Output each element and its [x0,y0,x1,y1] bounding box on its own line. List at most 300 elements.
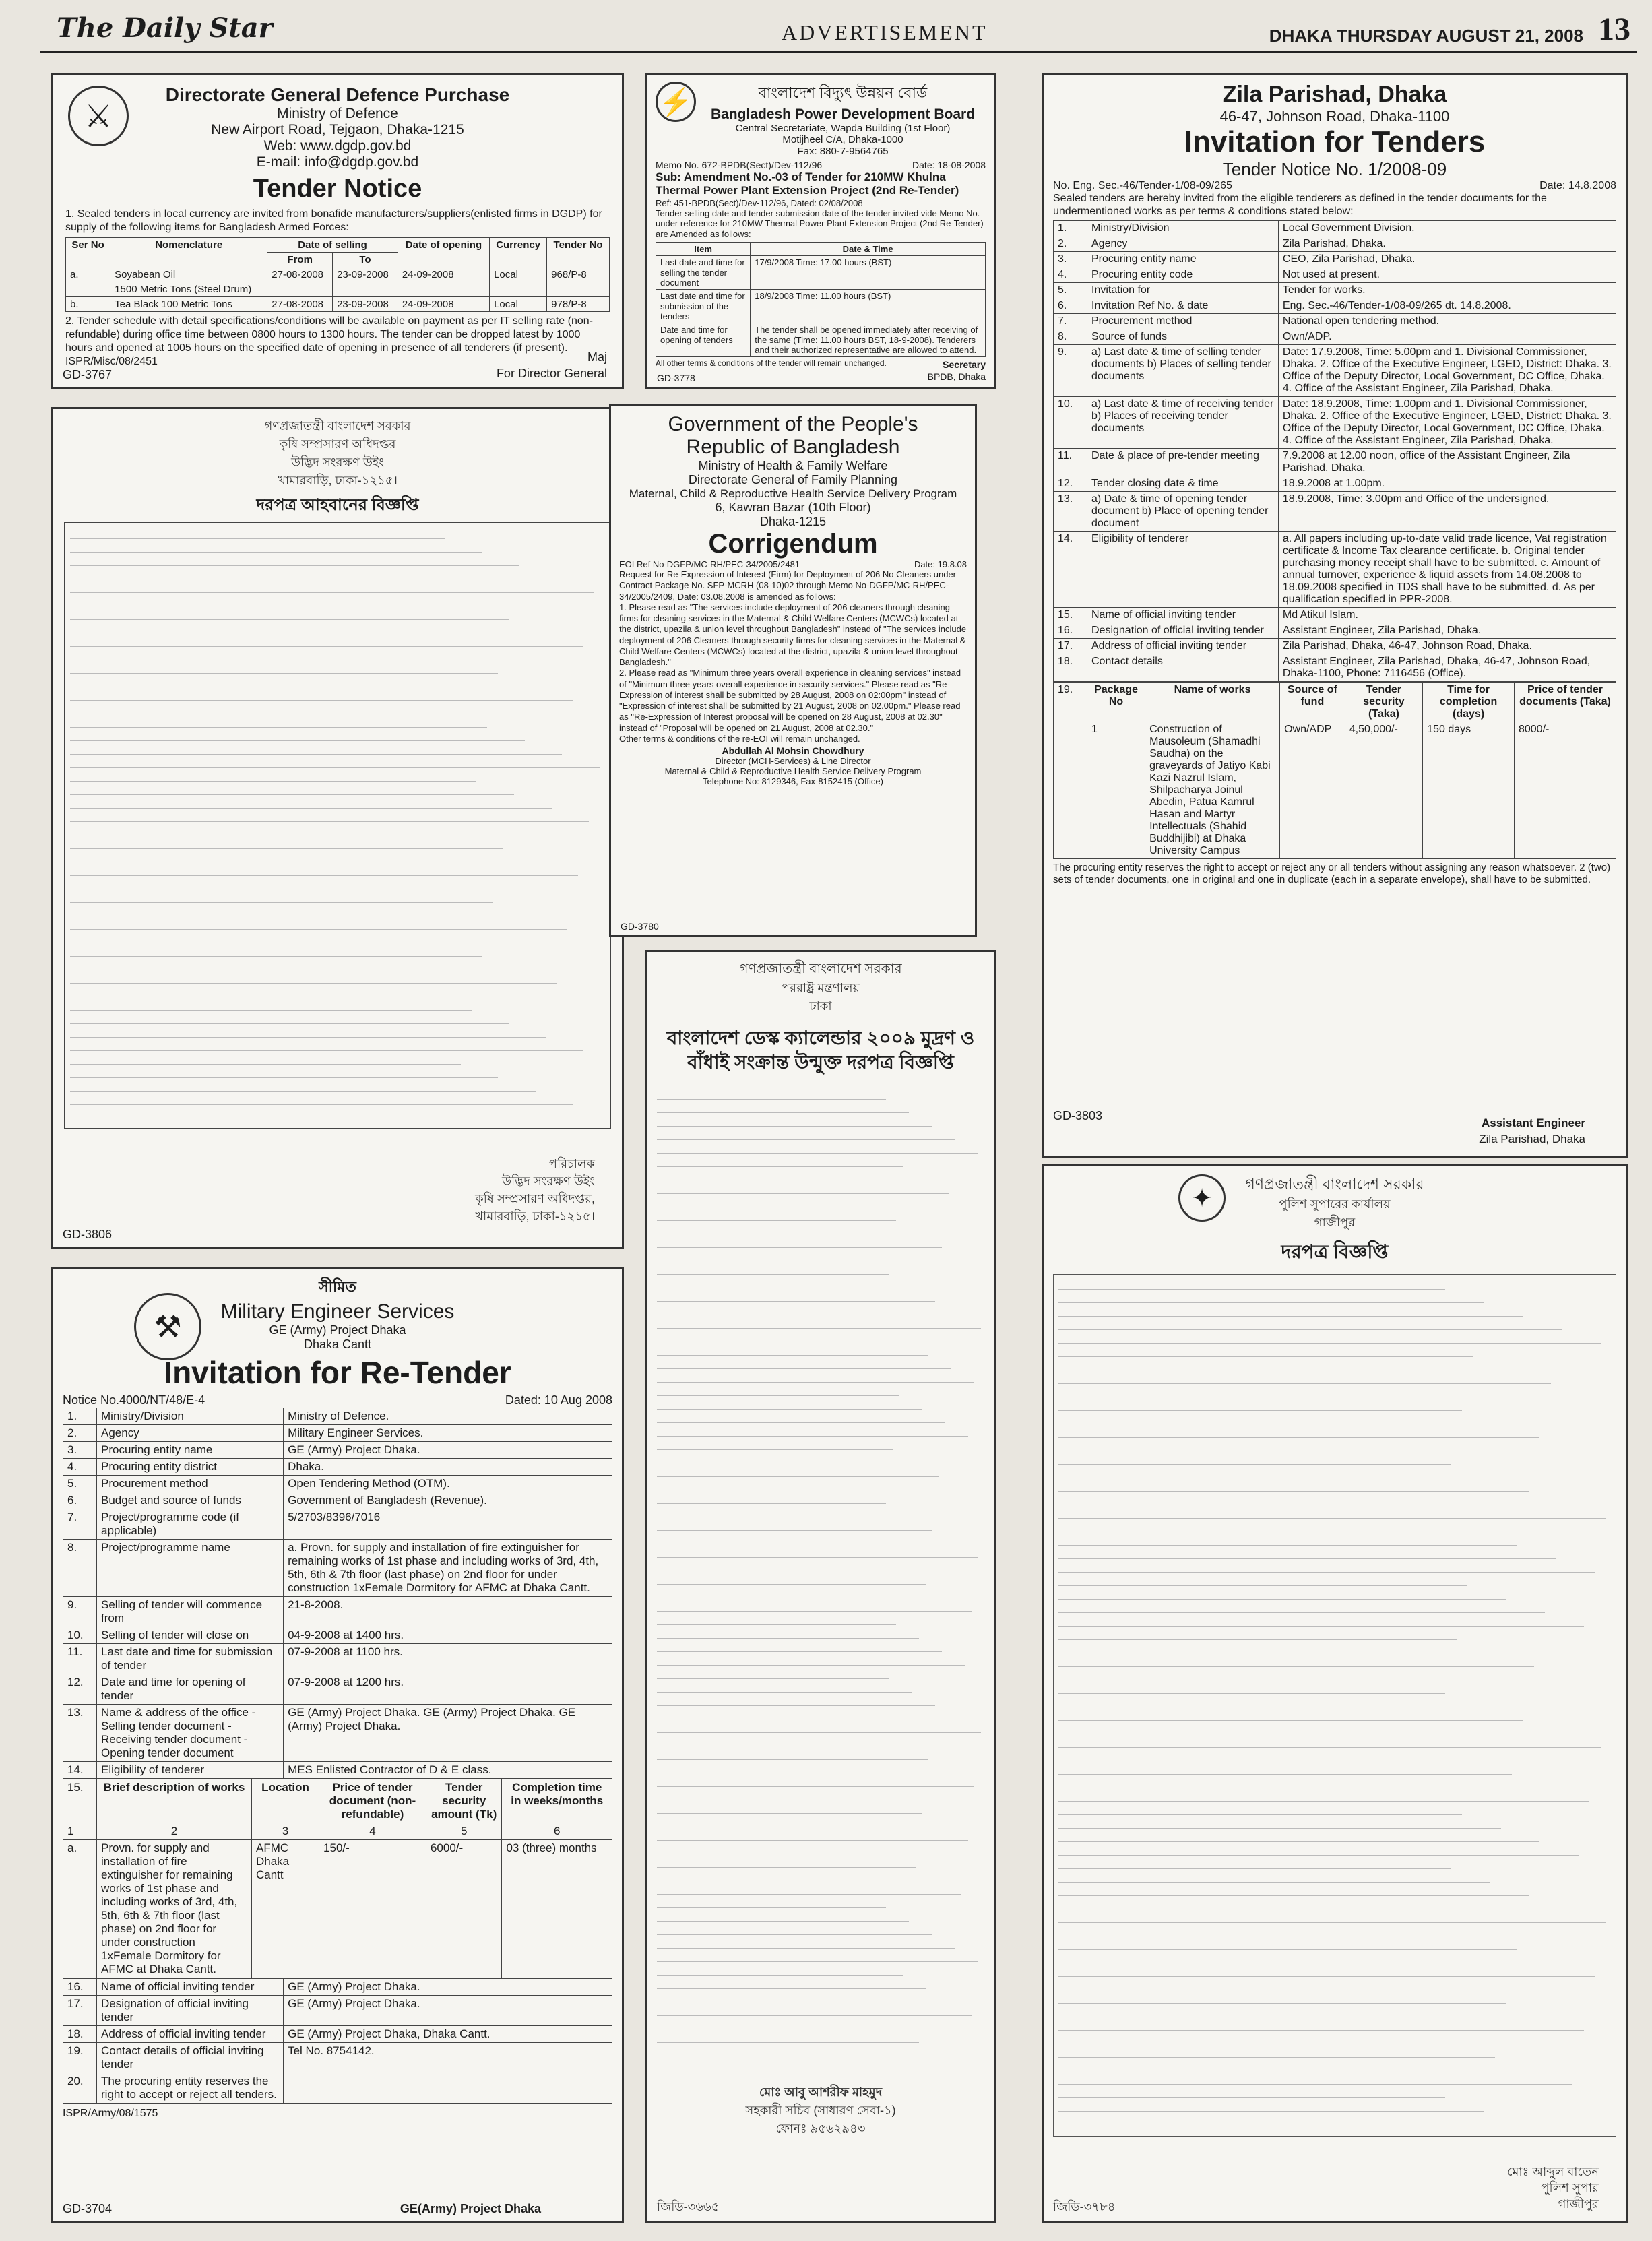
bpdb-emblem-icon: ⚡ [656,82,696,122]
table-cell: Agency [97,1425,284,1442]
table-cell: 4. [63,1459,97,1476]
text-line [70,759,600,768]
gopb-sign: Abdullah Al Mohsin Chowdhury [722,745,864,756]
table-cell: 10. [63,1627,97,1644]
table-cell: Provn. for supply and installation of fire extinguisher for remaining works of 1st phase and including works of 3rd, 4th, 5th, 6th & 7th floor (last phase) on 2nd floor for under construction 1xFemale Dormitory for AFMC at Dhaka Cantt. [97,1840,252,1978]
bpdb-title-bn: বাংলাদেশ বিদ্যুৎ উন্নয়ন বোর্ড [758,84,928,101]
mes-tag: সীমিত [319,1278,356,1295]
text-line [657,1252,965,1261]
table-cell: Government of Bangladesh (Revenue). [284,1492,612,1509]
table-row [66,282,610,297]
gopb-heading: Corrigendum [708,529,878,559]
mes-emblem-icon: ⚒ [134,1293,201,1360]
text-line [1058,1806,1462,1815]
bpdb-ref: Ref: 451-BPDB(Sect)/Dev-112/96, Dated: 02/08/2008 [656,197,863,208]
gd-number: GD-3806 [63,1228,113,1241]
table-cell: 978/P-8 [547,297,610,312]
text-line [657,1697,935,1706]
text-line [1058,1280,1445,1290]
table-cell: AFMC Dhaka Cantt [252,1840,319,1978]
text-line [657,1939,955,1949]
gd-number: GD-3803 [1053,1109,1103,1123]
text-line [657,1117,932,1127]
text-line [1058,2035,1457,2044]
text-line [1058,1900,1567,1909]
text-line [657,1872,939,1881]
gopb-dir: Directorate General of Family Planning [688,473,898,486]
text-line [657,1629,919,1639]
table-cell: 27-08-2008 [267,267,333,282]
table-cell: GE (Army) Project Dhaka, Dhaka Cantt. [284,2026,612,2043]
table-cell: 9. [1054,345,1087,397]
table-row [1054,654,1616,682]
table-cell: 7.9.2008 at 12.00 noon, office of the Assistant Engineer, Zila Parishad, Dhaka. [1278,449,1616,476]
text-line [657,1225,919,1234]
text-line [657,1494,886,1504]
table-cell: a. All papers including up-to-date valid trade licence, Vat registration certificate & Income Tax clearance certificate. b. Original tender purchasing money receipt shall have to be submitted. c. Amount of annual turnover, experience & liquid assets from 14.08.2008 to 18.09.2008 specified in TDS shall have to be submitted. d. As per qualification specified in PPR-2008. [1278,532,1616,608]
gopb-corrigendum [609,404,977,937]
gopb-sign4: Telephone No: 8129346, Fax-8152415 (Office) [703,776,883,786]
text-line [657,1899,886,1908]
table-row [1054,267,1616,283]
table-cell: 24-09-2008 [398,297,489,312]
text-line [657,1656,965,1666]
table-cell: a) Last date & time of selling tender documents b) Places of selling tender documents [1087,345,1279,397]
table-row [1054,252,1616,267]
table-row [63,1996,612,2026]
bangla1-sign: পরিচালক [548,1157,595,1170]
text-line [657,1521,932,1531]
table-cell: 8. [63,1540,97,1597]
zila-intro: Sealed tenders are hereby invited from the eligible tenderers as defined in the tender documents for the undermentioned works as per terms & conditions stated below: [1053,193,1547,218]
table-cell: 18.9.2008 at 1.00pm. [1278,476,1616,492]
table-cell: 24-09-2008 [398,267,489,282]
zila-addr: 46-47, Johnson Road, Dhaka-1100 [1219,108,1450,125]
table-cell: 14. [1054,532,1087,608]
bangla1-sign2: উদ্ভিদ সংরক্ষণ উইং [501,1174,595,1188]
dgdp-tender-notice [51,73,624,389]
text-line [657,1185,949,1194]
text-line [1058,1779,1551,1788]
table-cell: Name of official inviting tender [97,1979,284,1996]
table-cell: 17. [1054,639,1087,654]
mes-notice: Notice No.4000/NT/48/E-4 [63,1393,205,1407]
table-cell: 27-08-2008 [267,297,333,312]
table-cell: 968/P-8 [547,267,610,282]
text-line [70,745,562,755]
police-head1: গণপ্রজাতন্ত্রী বাংলাদেশ সরকার [1245,1176,1424,1193]
gopb-addr2: Dhaka-1215 [759,515,827,528]
table-cell: 16. [63,1979,97,1996]
text-line [1058,1577,1467,1586]
bpdb-title: Bangladesh Power Development Board [710,106,976,122]
table-cell: 2. [63,1425,97,1442]
bpdb-addr2: Motijheel C/A, Dhaka-1000 [782,134,903,146]
table-cell: Contact details [1087,654,1279,682]
bangla1-head4: খামারবাড়ি, ঢাকা-১২১৫। [278,474,398,487]
text-line [70,543,482,553]
text-line [1058,1981,1467,1990]
table-cell: 07-9-2008 at 1100 hrs. [284,1644,612,1674]
text-line [70,678,536,687]
table-row [63,1442,612,1459]
text-line [657,1602,972,1612]
text-line [657,1710,958,1719]
text-line [657,1467,939,1477]
text-line [1058,1509,1606,1519]
desk-sign: মোঃ আবু আশরীফ মাহমুদ [759,2085,883,2099]
text-line [1058,2075,1572,2085]
table-row [1054,236,1616,252]
text-line [70,772,476,782]
text-line [70,664,498,674]
text-line [657,1265,889,1275]
bangla1-head1: গণপ্রজাতন্ত্রী বাংলাদেশ সরকার [264,419,411,433]
text-line [70,530,445,539]
zila-package-table [1053,682,1616,859]
text-line [1058,1954,1556,1963]
mes-sub2: Dhaka Cantt [303,1337,372,1351]
table-row [63,1476,612,1492]
text-line [657,1683,912,1693]
mes-heading: Invitation for Re-Tender [164,1355,511,1390]
table-cell: Not used at present. [1278,267,1616,283]
mes-retender [51,1267,624,2223]
text-line [1058,2062,1534,2071]
text-line [70,840,503,849]
text-line [70,624,546,633]
table-row [1054,722,1616,859]
text-line [70,1001,472,1011]
text-line [1058,1415,1501,1424]
table-row [66,267,610,282]
table-cell: Procuring entity district [97,1459,284,1476]
text-line [657,1777,974,1787]
text-line [70,826,466,835]
text-line [657,1508,909,1517]
text-line [1058,1590,1506,1600]
police-head2: পুলিশ সুপারের কার্যালয় [1279,1197,1391,1211]
table-row [63,1425,612,1442]
zila-date: Date: 14.8.2008 [1539,180,1616,191]
table-cell: 03 (three) months [502,1840,612,1978]
text-line [657,1104,909,1113]
table-row [1054,623,1616,639]
table-cell: 6. [63,1492,97,1509]
text-line [70,786,514,795]
table-cell: GE (Army) Project Dhaka. [284,1979,612,1996]
table-header: Nomenclature [110,238,267,267]
text-line [1058,1388,1589,1397]
table-cell: a. [66,267,110,282]
table-cell: Local Government Division. [1278,221,1616,236]
table-header: Location [252,1779,319,1823]
table-cell: Eng. Sec.-46/Tender-1/08-09/265 dt. 14.8.2008. [1278,298,1616,314]
bangla1-sign4: খামারবাড়ি, ঢাকা-১২১৫। [475,1209,595,1223]
newspaper-name: The Daily Star [57,12,273,44]
text-line [70,880,455,889]
table-row [1054,345,1616,397]
text-line [70,893,493,903]
zila-sign: Assistant Engineer [1482,1116,1585,1129]
table-cell: 4,50,000/- [1345,722,1422,859]
table-cell: Procurement method [1087,314,1279,329]
table-cell: 1. [1054,221,1087,236]
table-cell: 5 [426,1823,502,1840]
text-line [1058,1940,1517,1950]
text-line [70,1082,536,1092]
text-line [70,718,487,728]
text-line [70,974,557,984]
table-cell [267,282,333,297]
text-line [1058,2089,1445,2098]
table-header: Tender security amount (Tk) [426,1779,502,1823]
table-cell: 16. [1054,623,1087,639]
gopb-p3: Other terms & conditions of the re-EOI will remain unchanged. [619,733,860,744]
text-line [657,1885,961,1895]
text-line [657,1737,906,1746]
table-header: Name of works [1145,683,1280,722]
table-cell: 04-9-2008 at 1400 hrs. [284,1627,612,1644]
text-line [657,1562,903,1571]
gopb-title1: Government of the People's [668,413,918,435]
table-cell [66,282,110,297]
gd-number: GD-3767 [63,368,113,381]
table-cell: Address of official inviting tender [1087,639,1279,654]
text-line [1058,1846,1579,1856]
text-line [657,1926,932,1935]
text-line [657,1966,903,1976]
table-header: Time for completion (days) [1423,683,1515,722]
zila-parishad-tender [1042,73,1628,1158]
mes-title: Military Engineer Services [220,1300,455,1323]
table-cell: The procuring entity reserves the right to accept or reject all tenders. [97,2073,284,2104]
section-label: ADVERTISEMENT [782,20,988,44]
zila-terms-table [1053,220,1616,682]
bangla1-title: দরপত্র আহবানের বিজ্ঞপ্তি [256,496,419,514]
text-line [1058,2008,1545,2017]
table-row [63,1540,612,1597]
text-line [70,705,450,714]
text-line [1058,1711,1523,1721]
text-line [70,947,482,957]
text-line [657,2033,919,2043]
table-cell: Local [490,267,547,282]
text-line [1058,1967,1595,1977]
text-line [657,1575,926,1585]
table-cell [547,282,610,297]
dgdp-sign: Maj [587,350,607,364]
text-line [70,799,552,809]
table-header: Source of fund [1280,683,1345,722]
table-cell: 5/2703/8396/7016 [284,1509,612,1540]
table-cell: Last date and time for submission of tender [97,1644,284,1674]
table-cell: 18/9/2008 Time: 11.00 hours (BST) [751,289,986,323]
bpdb-addr1: Central Secretariate, Wapda Building (1st Floor) [735,123,951,134]
table-cell: Last date and time for submission of the tenders [656,289,751,323]
text-line [70,1042,583,1051]
text-line [1058,1294,1484,1303]
table-cell: 6000/- [426,1840,502,1978]
table-cell: a) Last date & time of receiving tender b) Places of receiving tender documents [1087,397,1279,449]
text-line [657,1548,978,1558]
table-cell: Last date and time for selling the tender document [656,255,751,289]
table-cell: 19. [1054,683,1087,859]
text-line [1058,1455,1451,1465]
table-row [63,1674,612,1705]
dgdp-ministry: Ministry of Defence [277,106,398,121]
dgdp-emblem-icon: ⚔ [68,86,129,146]
table-cell: Ministry/Division [97,1408,284,1425]
table-header: Package No [1087,683,1145,722]
table-cell: Soyabean Oil [110,267,267,282]
text-line [657,1211,896,1221]
table-cell: GE (Army) Project Dhaka. [284,1442,612,1459]
table-cell: Military Engineer Services. [284,1425,612,1442]
text-line [657,1090,886,1100]
text-line [70,1096,573,1105]
text-line [657,1198,972,1207]
table-cell: 23-09-2008 [333,297,398,312]
text-line [1058,1631,1457,1640]
gopb-date: Date: 19.8.08 [914,559,967,569]
text-line [70,557,519,566]
police-sign2: পুলিশ সুপার [1541,2181,1599,2195]
table-row [1054,283,1616,298]
table-cell: Own/ADP [1280,722,1345,859]
desk-body-lines [657,1086,984,2083]
text-line [657,1858,916,1868]
text-line [657,1993,949,2002]
table-header: Completion time in weeks/months [502,1779,612,1823]
text-line [1058,1833,1539,1842]
table-header: Item [656,242,751,255]
bpdb-memo-date: Date: 18-08-2008 [912,160,986,170]
text-line [657,1724,981,1733]
table-cell: Open Tendering Method (OTM). [284,1476,612,1492]
desk-head1: গণপ্রজাতন্ত্রী বাংলাদেশ সরকার [739,961,902,976]
table-header: To [333,253,398,267]
table-cell: Date: 18.9.2008, Time: 1.00pm and 1. Divisional Commissioner, Dhaka. 2. Office of the Executive Engineer, LGED, District: Dhaka. 3. Office of the Deputy Director, Local Government, DC Office, Dhaka. 4. Office of the Assistant Engineer, Zila Parishad, Dhaka. [1278,397,1616,449]
gopb-sign3: Maternal & Child & Reproductive Health Service Delivery Program [664,765,922,776]
text-line [1058,1523,1479,1532]
table-cell: Tel No. 8754142. [284,2043,612,2073]
table-row [656,289,986,323]
text-line [657,1804,922,1814]
bpdb-amendment [645,73,996,389]
text-line [1058,1860,1451,1869]
table-cell: Tea Black 100 Metric Tons [110,297,267,312]
table-cell: Eligibility of tenderer [97,1762,284,1779]
table-row [1054,221,1616,236]
text-line [70,813,589,822]
text-line [657,1764,951,1773]
text-line [1058,1752,1473,1761]
dgdp-intro: 1. Sealed tenders in local currency are invited from bonafide manufacturers/suppliers(enlisted firms in DGDP) for supply of the following items for Bangladesh Armed Forces: [65,208,602,233]
table-cell [284,2073,612,2104]
desk-head3: ঢাকা [809,999,832,1013]
table-cell: 150 days [1423,722,1515,859]
text-line [1058,1536,1517,1546]
text-line [70,570,557,579]
gopb-ministry: Ministry of Health & Family Welfare [698,459,888,472]
table-cell: 1. [63,1408,97,1425]
table-cell: 9. [63,1597,97,1627]
text-line [657,1953,978,1962]
table-cell: 1 [1087,722,1145,859]
table-cell: Procuring entity code [1087,267,1279,283]
text-line [1058,1671,1572,1680]
text-line [1058,1361,1512,1370]
table-header: Date of opening [398,238,489,267]
table-cell: 3 [252,1823,319,1840]
table-cell: 7. [63,1509,97,1540]
table-cell: b. [66,297,110,312]
table-row [66,297,610,312]
police-sign3: গাজীপুর [1558,2197,1599,2211]
text-line [70,1028,546,1038]
table-cell: a. Provn. for supply and installation of fire extinguisher for remaining works of 1st phase and including works of 3rd, 4th, 5th, 6th & 7th floor (last phase) on 2nd floor for under construction 1xFemale Dormitory for AFMC at Dhaka Cantt. [284,1540,612,1597]
table-row [1054,397,1616,449]
table-header: Price of tender document (non-refundable) [319,1779,426,1823]
page-number: 13 [1598,11,1630,47]
table-cell: Procuring entity name [1087,252,1279,267]
table-cell: Name of official inviting tender [1087,608,1279,623]
text-line [657,2020,896,2029]
police-title: দরপত্র বিজ্ঞপ্তি [1281,1241,1389,1262]
text-line [1058,1334,1601,1344]
text-line [1058,1914,1606,1923]
table-row [63,1762,612,1779]
text-line [70,732,525,741]
text-line [657,1643,942,1652]
text-line [1058,1563,1595,1573]
table-header: Ser No [66,238,110,267]
table-cell: 3. [63,1442,97,1459]
text-line [70,1069,498,1078]
mes-sub1: GE (Army) Project Dhaka [269,1323,406,1337]
table-cell: GE (Army) Project Dhaka. [284,1996,612,2026]
text-line [657,1441,893,1450]
desk-sign2: সহকারী সচিব (সাধারণ সেবা-১) [745,2103,896,2117]
table-row [1054,608,1616,623]
table-cell: 14. [63,1762,97,1779]
table-cell: 150/- [319,1840,426,1978]
text-line [1058,2048,1495,2058]
dgdp-address: New Airport Road, Tejgaon, Dhaka-1215 [211,122,464,137]
zila-ref: No. Eng. Sec.-46/Tender-1/08-09/265 [1053,180,1232,191]
text-line [657,1171,926,1180]
bangla1-head3: উদ্ভিদ সংরক্ষণ উইং [290,455,384,469]
table-cell: Designation of official inviting tender [97,1996,284,2026]
text-line [657,1387,899,1396]
table-cell: a) Date & time of opening tender document b) Place of opening tender document [1087,492,1279,532]
text-line [657,1912,909,1922]
text-line [1058,1482,1529,1492]
table-row [1054,492,1616,532]
table-cell: GE (Army) Project Dhaka. GE (Army) Project Dhaka. GE (Army) Project Dhaka. [284,1705,612,1762]
text-line [70,920,567,930]
table-cell: Agency [1087,236,1279,252]
gd-number: জিডি-৩৬৬৫ [657,2200,720,2213]
gopb-ref: EOI Ref No-DGFP/MC-RH/PEC-34/2005/2481 [619,559,800,569]
table-cell: Date & place of pre-tender meeting [1087,449,1279,476]
text-line [657,1670,889,1679]
table-cell: Own/ADP. [1278,329,1616,345]
table-cell: 3. [1054,252,1087,267]
dgdp-note: 2. Tender schedule with detail specifications/conditions will be available on payment as per IT selling rate (non-refundable) during office time between 0800 hours to 1300 hours. The tender can be dropped latest by 1000 hours and opened at 1005 hours on the specified date of opening in presence of all tenderers (if present). [65,315,593,354]
table-cell: a. [63,1840,97,1978]
